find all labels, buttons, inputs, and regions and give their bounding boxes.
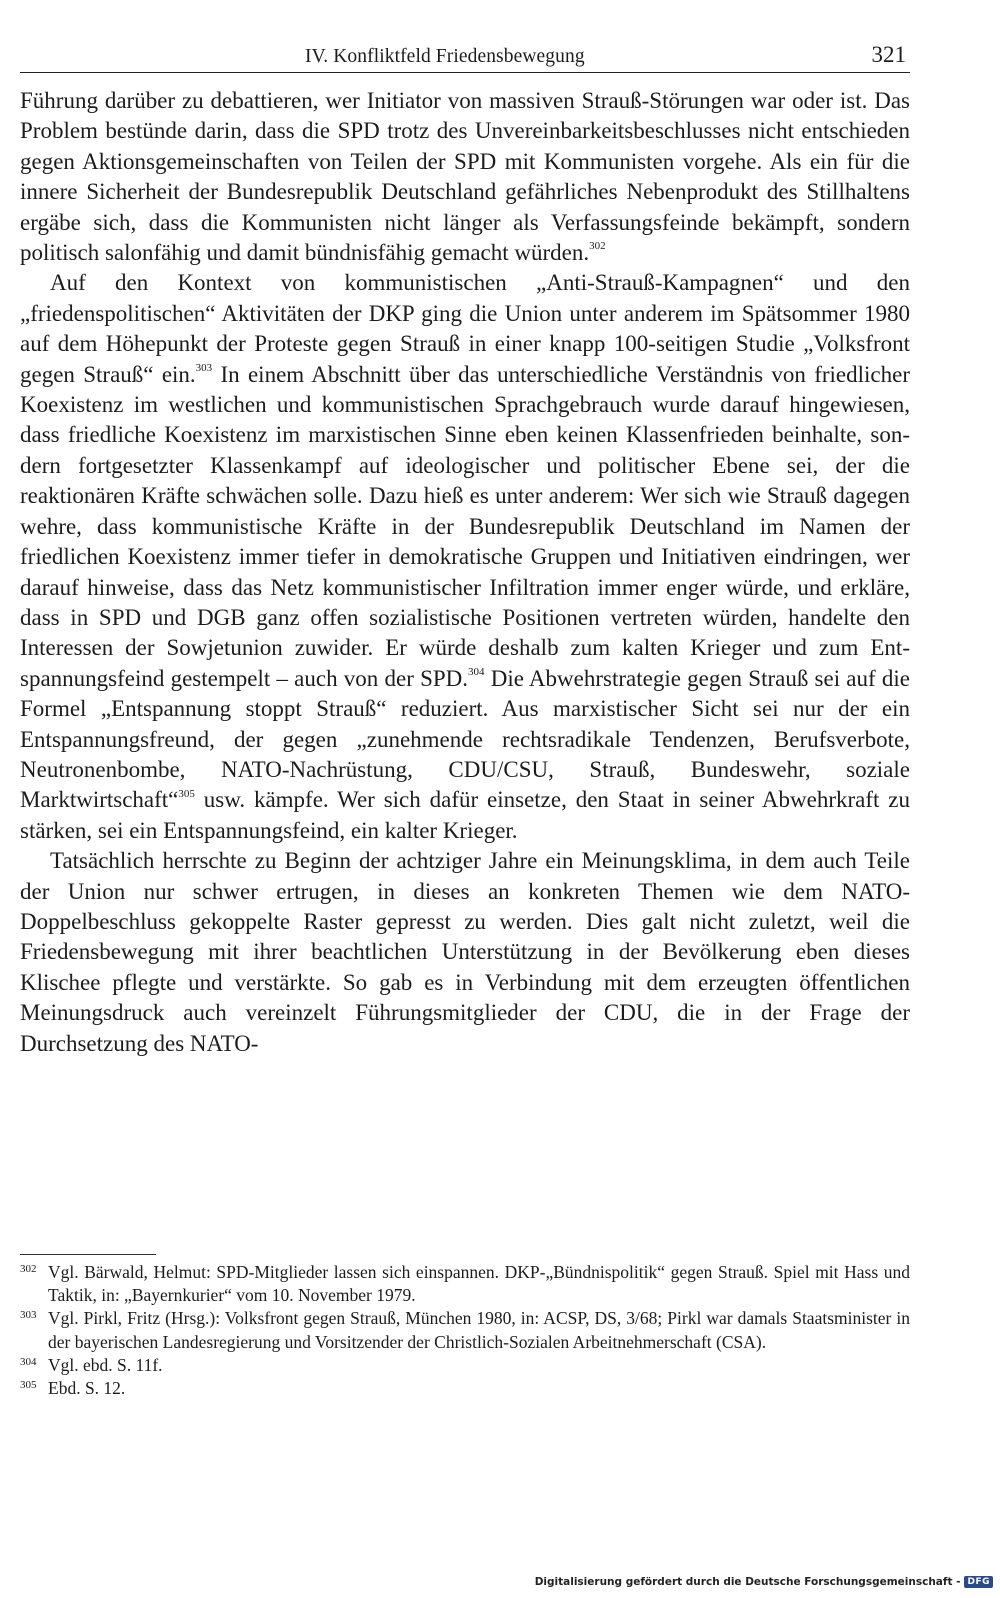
footnotes — [20, 1261, 910, 1400]
footnote-ref-302: 302 — [589, 240, 606, 253]
chapter-title: IV. Konfliktfeld Friedensbewegung — [305, 46, 585, 67]
running-header — [20, 40, 910, 73]
paragraph-2-text-c: Die Abwehrstrategie gegen Strauß sei auf die Formel „Entspannung stoppt Strauß“ reduziert. Aus marxistischer Sicht sei nur der ein Entspannungsfreund, der gegen „zunehmende rechtsradikale Tendenzen, Berufsverbote, Neutronenbombe, NATO-Nachrüstung, CDU/CSU, Strauß, Bundeswehr, soziale Marktwirtschaft“ — [20, 665, 910, 813]
paragraph-2-text-d: usw. kämpfe. Wer sich dafür einsetze, den Staat in seiner Abwehrkraft zu stärken, sei ein Entspannungsfeind, ein kalter Krieger. — [20, 787, 910, 843]
footnote-text: Ebd. S. 12. — [48, 1378, 126, 1399]
paragraph-2-text-a: Auf den Kontext von kommunistischen „Anti-Strauß-Kampagnen“ und den „friedenspolitischen“ Aktivitäten der DKP ging die Union unter anderem im Spätsommer 1980 auf dem Höhepunkt der Proteste gegen Strauß in einer knapp 100-seitigen Studie „Volksfront gegen Strauß“ ein. — [20, 270, 910, 387]
digitization-credit — [535, 1573, 993, 1591]
paragraph-2-text-b: In einem Abschnitt über das unterschiedliche Verständnis von friedlicher Koexistenz im westlichen und kommunistischen Sprachgebrauch wurde darauf hingewiesen, dass friedliche Koexistenz im marxistischen Sinne eben keinen Klassenfrieden beinhalte, sondern fortgesetzter Klassenkampf auf ideologischer und politischer Ebene sei, der die reaktionären Kräfte schwächen solle. Dazu hieß es unter anderem: Wer sich wie Strauß dagegen wehre, dass kommunistische Kräfte in der Bundesrepublik Deutschland im Namen der friedlichen Koexistenz immer tiefer in demokratische Gruppen und Initiativen eindringen, wer darauf hinweise, dass das Netz kommunistischer Infiltration immer enger würde, und erkläre, dass in SPD und DGB ganz offen sozialistische Positionen vertreten würden, handelte den Interessen der Sowjetunion zuwider. Er würde deshalb zum kalten Krieger und zum Entspannungsfeind gestempelt – auch von der SPD. — [20, 361, 910, 691]
footnote-304 — [20, 1354, 910, 1377]
body-text — [20, 86, 910, 1236]
footnote-number: 304 — [20, 1355, 37, 1368]
footnote-302 — [20, 1261, 910, 1307]
footnote-text: Vgl. ebd. S. 11f. — [48, 1354, 163, 1375]
footnote-ref-305: 305 — [178, 787, 195, 800]
credit-text: Digitalisierung gefördert durch die Deutsche Forschungsgemeinschaft - — [534, 1576, 961, 1588]
paragraph-1-text: Führung darüber zu debattieren, wer Initiator von massiven Strauß-Störungen war oder ist. Das Problem bestünde darin, dass die SPD trotz des Unvereinbarkeitsbeschlusses nicht entschieden gegen Aktionsgemeinschaften von Teilen der SPD mit Kommunisten vorgehe. Als ein für die innere Sicherheit der Bundesrepublik Deutschland gefährliches Nebenprodukt des Stillhaltens ergäbe sich, dass die Kommunisten nicht länger als Verfassungsfeinde bekämpft, sondern politisch salonfähig und damit bündnisfähig gemacht würden. — [20, 88, 910, 266]
page-number: 321 — [871, 42, 906, 67]
footnote-303 — [20, 1307, 910, 1353]
footnote-text: Vgl. Bärwald, Helmut: SPD-Mitglieder lassen sich einspannen. DKP-„Bündnispolitik“ gegen Strauß. Spiel mit Hass und Taktik, in: „Bayernkurier“ vom 10. November 1979. — [48, 1262, 910, 1306]
dfg-logo: DFG — [964, 1576, 993, 1588]
paragraph-1 — [20, 86, 910, 268]
paragraph-3 — [20, 846, 910, 1059]
footnote-number: 305 — [20, 1379, 37, 1392]
footnote-number: 302 — [20, 1263, 37, 1275]
paragraph-3-text: Tatsächlich herrschte zu Beginn der achtziger Jahre ein Meinungsklima, in dem auch Teile der Union nur schwer ertrugen, in dieses an konkreten Themen wie dem NATO-Doppelbeschluss gekoppelte Raster gepresst zu werden. Dies galt nicht zuletzt, weil die Friedensbewegung mit ihrer beachtlichen Unterstützung in der Bevölkerung eben dieses Klischee pflegte und verstärkte. So gab es in Verbindung mit dem erzeugten öffentlichen Meinungsdruck auch vereinzelt Führungsmitglieder der CDU, die in der Frage der Durchsetzung des NATO- — [20, 848, 910, 1056]
footnote-ref-304: 304 — [468, 666, 485, 679]
footnote-text: Vgl. Pirkl, Fritz (Hrsg.): Volksfront gegen Strauß, München 1980, in: ACSP, DS, 3/68; Pirkl war damals Staatsminister in der bayerischen Landesregierung und Vorsitzender der Christlich-Sozialen Arbeitnehmerschaft (CSA). — [48, 1308, 910, 1352]
footnote-ref-303: 303 — [195, 362, 213, 374]
footnote-separator — [20, 1254, 156, 1255]
footnote-number: 303 — [20, 1309, 37, 1322]
footnote-305 — [20, 1377, 910, 1400]
paragraph-2 — [20, 268, 910, 846]
